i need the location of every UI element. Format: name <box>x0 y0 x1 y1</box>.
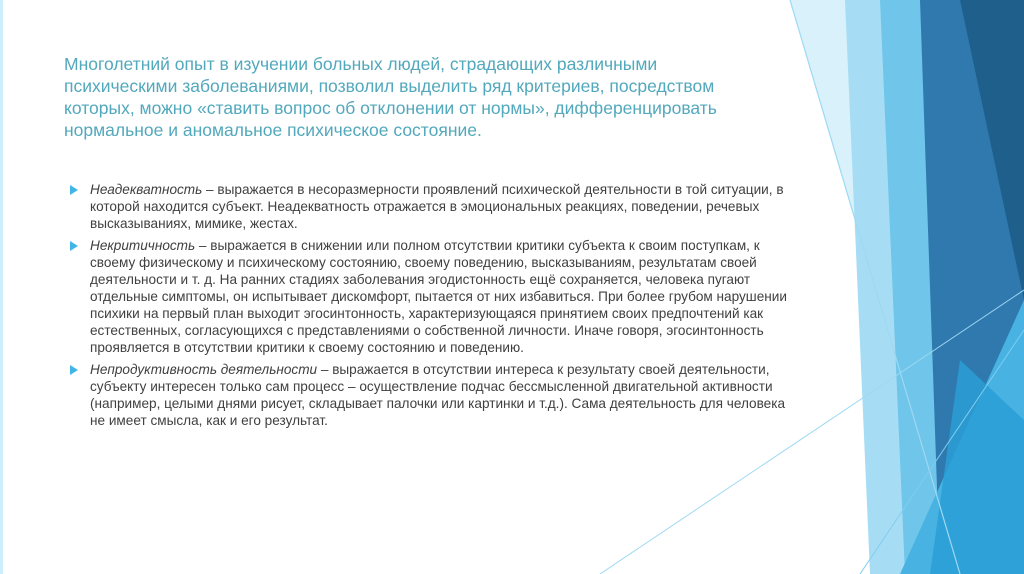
bullet-term: Некритичность <box>90 238 196 253</box>
bullet-item <box>70 361 790 429</box>
bullet-list <box>70 181 790 434</box>
triangle-bullet-icon <box>70 185 78 195</box>
bullet-item <box>70 237 790 356</box>
bullet-text: – выражается в снижении или полном отсутствии критики субъекта к своим поступкам, к своему физическому и психическому состоянию, своему поведению, высказываниям, результатам своей деятельности и т. д. На ранних стадиях заболевания эгодистонность ещё сохраняется, человека пугают отдельные симптомы, он испытывает дискомфорт, пытается от них избавиться. При более грубом нарушении психики на первый план выходит эгосинтонность, характеризующаяся принятием своих предпочтений как естественных, согласующихся с представлениями о собственной личности. Иначе говоря, эгосинтонность проявляется в отсутствии критики к своему состоянию и поведению. <box>90 238 787 355</box>
left-edge-strip <box>0 0 3 574</box>
triangle-bullet-icon <box>70 365 78 375</box>
bullet-term: Неадекватность <box>90 182 203 197</box>
bullet-text: – выражается в несоразмерности проявлений психической деятельности в той ситуации, в которой находится субъект. Неадекватность отражается в эмоциональных реакциях, поведении, речевых высказываниях, мимике, жестах. <box>90 182 784 231</box>
bullet-item <box>70 181 790 232</box>
bullet-text: – выражается в отсутствии интереса к результату своей деятельности, субъекту интересен только сам процесс – осуществление подчас бессмысленной двигательной активности (например, целыми днями рисует, складывает палочки или картинки и т.д.). Сама деятельность для человека не имеет смысла, как и его результат. <box>90 362 786 428</box>
triangle-bullet-icon <box>70 241 78 251</box>
bullet-term: Непродуктивность деятельности <box>90 362 318 377</box>
slide-title: Многолетний опыт в изучении больных людей, страдающих различными психическими заболеваниями, позволил выделить ряд критериев, посредством которых, можно «ставить вопрос об отклонении от нормы», дифференцировать нормальное и аномальное психическое состояние. <box>64 54 717 140</box>
